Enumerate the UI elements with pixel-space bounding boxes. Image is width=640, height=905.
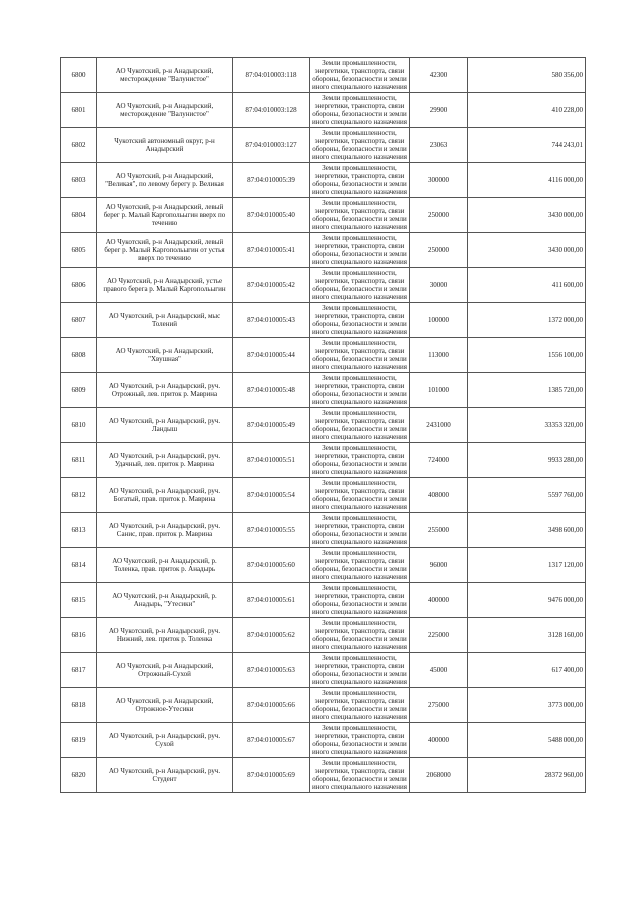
cadastral-number-cell: 87:04:010005:41 [233,233,310,268]
cadastral-cost-cell: 410 228,00 [468,93,586,128]
row-number: 6813 [61,513,97,548]
area-cell: 42300 [410,58,468,93]
table-row [61,688,586,723]
area-cell: 250000 [410,198,468,233]
cadastral-cost-cell: 411 600,00 [468,268,586,303]
cadastral-number-cell: 87:04:010005:60 [233,548,310,583]
land-category-cell: Земли промышленности, энергетики, транспорта, связи обороны, безопасности и земли иного специального назначения [310,723,410,758]
row-number: 6801 [61,93,97,128]
area-cell: 250000 [410,233,468,268]
land-category-cell: Земли промышленности, энергетики, транспорта, связи обороны, безопасности и земли иного специального назначения [310,303,410,338]
row-number: 6809 [61,373,97,408]
cadastral-cost-cell: 9933 280,00 [468,443,586,478]
land-category-cell: Земли промышленности, энергетики, транспорта, связи обороны, безопасности и земли иного специального назначения [310,198,410,233]
table-body [61,58,586,793]
table-row [61,233,586,268]
area-cell: 724000 [410,443,468,478]
address-cell: АО Чукотский, р-н Анадырский, руч. Санис, прав. приток р. Маврина [97,513,233,548]
table-row [61,513,586,548]
table-row [61,618,586,653]
cadastral-number-cell: 87:04:010005:40 [233,198,310,233]
cadastral-cost-cell: 33353 320,00 [468,408,586,443]
cadastral-cost-cell: 1385 720,00 [468,373,586,408]
table-row [61,548,586,583]
land-category-cell: Земли промышленности, энергетики, транспорта, связи обороны, безопасности и земли иного специального назначения [310,163,410,198]
area-cell: 300000 [410,163,468,198]
land-category-cell: Земли промышленности, энергетики, транспорта, связи обороны, безопасности и земли иного специального назначения [310,653,410,688]
cadastral-number-cell: 87:04:010005:66 [233,688,310,723]
address-cell: АО Чукотский, р-н Анадырский, мыс Толений [97,303,233,338]
cadastral-number-cell: 87:04:010005:69 [233,758,310,793]
address-cell: АО Чукотский, р-н Анадырский, устье правого берега р. Малый Каргопольыгин [97,268,233,303]
row-number: 6803 [61,163,97,198]
address-cell: АО Чукотский, р-н Анадырский, руч. Отрожный, лев. приток р. Маврина [97,373,233,408]
land-category-cell: Земли промышленности, энергетики, транспорта, связи обороны, безопасности и земли иного специального назначения [310,688,410,723]
row-number: 6810 [61,408,97,443]
cadastral-number-cell: 87:04:010005:49 [233,408,310,443]
address-cell: АО Чукотский, р-н Анадырский, левый берег р. Малый Каргопольыгин от устья вверх по течению [97,233,233,268]
table-row [61,93,586,128]
area-cell: 408000 [410,478,468,513]
land-category-cell: Земли промышленности, энергетики, транспорта, связи обороны, безопасности и земли иного специального назначения [310,478,410,513]
cadastral-number-cell: 87:04:010005:54 [233,478,310,513]
area-cell: 2431000 [410,408,468,443]
row-number: 6816 [61,618,97,653]
address-cell: АО Чукотский, р-н Анадырский, Отрожное-Утесики [97,688,233,723]
cadastral-number-cell: 87:04:010005:42 [233,268,310,303]
row-number: 6820 [61,758,97,793]
table-row [61,408,586,443]
cadastral-cost-cell: 1317 120,00 [468,548,586,583]
table-row [61,163,586,198]
cadastral-number-cell: 87:04:010005:63 [233,653,310,688]
area-cell: 29900 [410,93,468,128]
row-number: 6814 [61,548,97,583]
table-row [61,723,586,758]
land-category-cell: Земли промышленности, энергетики, транспорта, связи обороны, безопасности и земли иного специального назначения [310,408,410,443]
table-row [61,583,586,618]
cadastral-number-cell: 87:04:010005:44 [233,338,310,373]
land-category-cell: Земли промышленности, энергетики, транспорта, связи обороны, безопасности и земли иного специального назначения [310,548,410,583]
cadastral-cost-cell: 1556 100,00 [468,338,586,373]
address-cell: АО Чукотский, р-н Анадырский, месторождение "Валунистое" [97,93,233,128]
table-row [61,128,586,163]
address-cell: АО Чукотский, р-н Анадырский, руч. Сухой [97,723,233,758]
address-cell: АО Чукотский, р-н Анадырский, руч. Богатый, прав. приток р. Маврина [97,478,233,513]
row-number: 6808 [61,338,97,373]
land-category-cell: Земли промышленности, энергетики, транспорта, связи обороны, безопасности и земли иного специального назначения [310,268,410,303]
row-number: 6806 [61,268,97,303]
cadastral-cost-cell: 580 356,00 [468,58,586,93]
cadastral-cost-cell: 3498 600,00 [468,513,586,548]
area-cell: 45000 [410,653,468,688]
cadastral-number-cell: 87:04:010005:48 [233,373,310,408]
land-category-cell: Земли промышленности, энергетики, транспорта, связи обороны, безопасности и земли иного специального назначения [310,618,410,653]
land-category-cell: Земли промышленности, энергетики, транспорта, связи обороны, безопасности и земли иного специального назначения [310,583,410,618]
area-cell: 101000 [410,373,468,408]
row-number: 6800 [61,58,97,93]
table-row [61,373,586,408]
land-category-cell: Земли промышленности, энергетики, транспорта, связи обороны, безопасности и земли иного специального назначения [310,58,410,93]
row-number: 6819 [61,723,97,758]
row-number: 6817 [61,653,97,688]
land-category-cell: Земли промышленности, энергетики, транспорта, связи обороны, безопасности и земли иного специального назначения [310,233,410,268]
row-number: 6804 [61,198,97,233]
row-number: 6805 [61,233,97,268]
land-category-cell: Земли промышленности, энергетики, транспорта, связи обороны, безопасности и земли иного специального назначения [310,373,410,408]
land-category-cell: Земли промышленности, энергетики, транспорта, связи обороны, безопасности и земли иного специального назначения [310,128,410,163]
land-category-cell: Земли промышленности, энергетики, транспорта, связи обороны, безопасности и земли иного специального назначения [310,338,410,373]
address-cell: АО Чукотский, р-н Анадырский, месторождение "Валунистое" [97,58,233,93]
land-category-cell: Земли промышленности, энергетики, транспорта, связи обороны, безопасности и земли иного специального назначения [310,443,410,478]
land-category-cell: Земли промышленности, энергетики, транспорта, связи обороны, безопасности и земли иного специального назначения [310,513,410,548]
cadastral-cost-cell: 744 243,01 [468,128,586,163]
row-number: 6818 [61,688,97,723]
address-cell: АО Чукотский, р-н Анадырский, руч. Студент [97,758,233,793]
table-row [61,58,586,93]
land-category-cell: Земли промышленности, энергетики, транспорта, связи обороны, безопасности и земли иного специального назначения [310,93,410,128]
address-cell: АО Чукотский, р-н Анадырский, левый берег р. Малый Каргопольыгин вверх по течению [97,198,233,233]
address-cell: АО Чукотский, р-н Анадырский, Отрожный-Сухой [97,653,233,688]
area-cell: 2068000 [410,758,468,793]
address-cell: АО Чукотский, р-н Анадырский, р. Толенка, прав. приток р. Анадырь [97,548,233,583]
address-cell: АО Чукотский, р-н Анадырский, руч. Нижний, лев. приток р. Толенка [97,618,233,653]
cadastral-cost-cell: 3128 160,00 [468,618,586,653]
cadastral-number-cell: 87:04:010005:67 [233,723,310,758]
cadastral-cost-cell: 4116 000,00 [468,163,586,198]
cadastral-cost-cell: 1372 000,00 [468,303,586,338]
cadastral-cost-cell: 3430 000,00 [468,198,586,233]
cadastral-cost-cell: 3773 000,00 [468,688,586,723]
row-number: 6802 [61,128,97,163]
area-cell: 100000 [410,303,468,338]
cadastral-number-cell: 87:04:010003:118 [233,58,310,93]
row-number: 6807 [61,303,97,338]
address-cell: АО Чукотский, р-н Анадырский, р. Анадырь, "Утесики" [97,583,233,618]
cadastral-cost-cell: 3430 000,00 [468,233,586,268]
cadastral-number-cell: 87:04:010005:62 [233,618,310,653]
address-cell: АО Чукотский, р-н Анадырский, руч. Удачный, лев. приток р. Маврина [97,443,233,478]
area-cell: 400000 [410,583,468,618]
table-row [61,653,586,688]
row-number: 6815 [61,583,97,618]
table-row [61,443,586,478]
table-row [61,478,586,513]
area-cell: 23063 [410,128,468,163]
address-cell: АО Чукотский, р-н Анадырский, "Великая", по левому берегу р. Великая [97,163,233,198]
cadastral-number-cell: 87:04:010005:55 [233,513,310,548]
cadastral-cost-cell: 617 400,00 [468,653,586,688]
land-category-cell: Земли промышленности, энергетики, транспорта, связи обороны, безопасности и земли иного специального назначения [310,758,410,793]
cadastral-cost-cell: 28372 960,00 [468,758,586,793]
area-cell: 30000 [410,268,468,303]
cadastral-number-cell: 87:04:010005:51 [233,443,310,478]
land-register-table [60,57,586,793]
table-row [61,303,586,338]
cadastral-number-cell: 87:04:010005:61 [233,583,310,618]
table-row [61,198,586,233]
area-cell: 225000 [410,618,468,653]
area-cell: 96000 [410,548,468,583]
table-row [61,338,586,373]
cadastral-number-cell: 87:04:010003:127 [233,128,310,163]
table-row [61,268,586,303]
area-cell: 113000 [410,338,468,373]
cadastral-number-cell: 87:04:010005:43 [233,303,310,338]
cadastral-number-cell: 87:04:010005:39 [233,163,310,198]
row-number: 6812 [61,478,97,513]
cadastral-cost-cell: 5488 000,00 [468,723,586,758]
cadastral-cost-cell: 5597 760,00 [468,478,586,513]
table-row [61,758,586,793]
address-cell: Чукотский автономный округ, р-н Анадырский [97,128,233,163]
address-cell: АО Чукотский, р-н Анадырский, руч. Ландыш [97,408,233,443]
cadastral-number-cell: 87:04:010003:128 [233,93,310,128]
address-cell: АО Чукотский, р-н Анадырский, "Хвушная" [97,338,233,373]
row-number: 6811 [61,443,97,478]
cadastral-cost-cell: 9476 000,00 [468,583,586,618]
area-cell: 255000 [410,513,468,548]
area-cell: 275000 [410,688,468,723]
area-cell: 400000 [410,723,468,758]
